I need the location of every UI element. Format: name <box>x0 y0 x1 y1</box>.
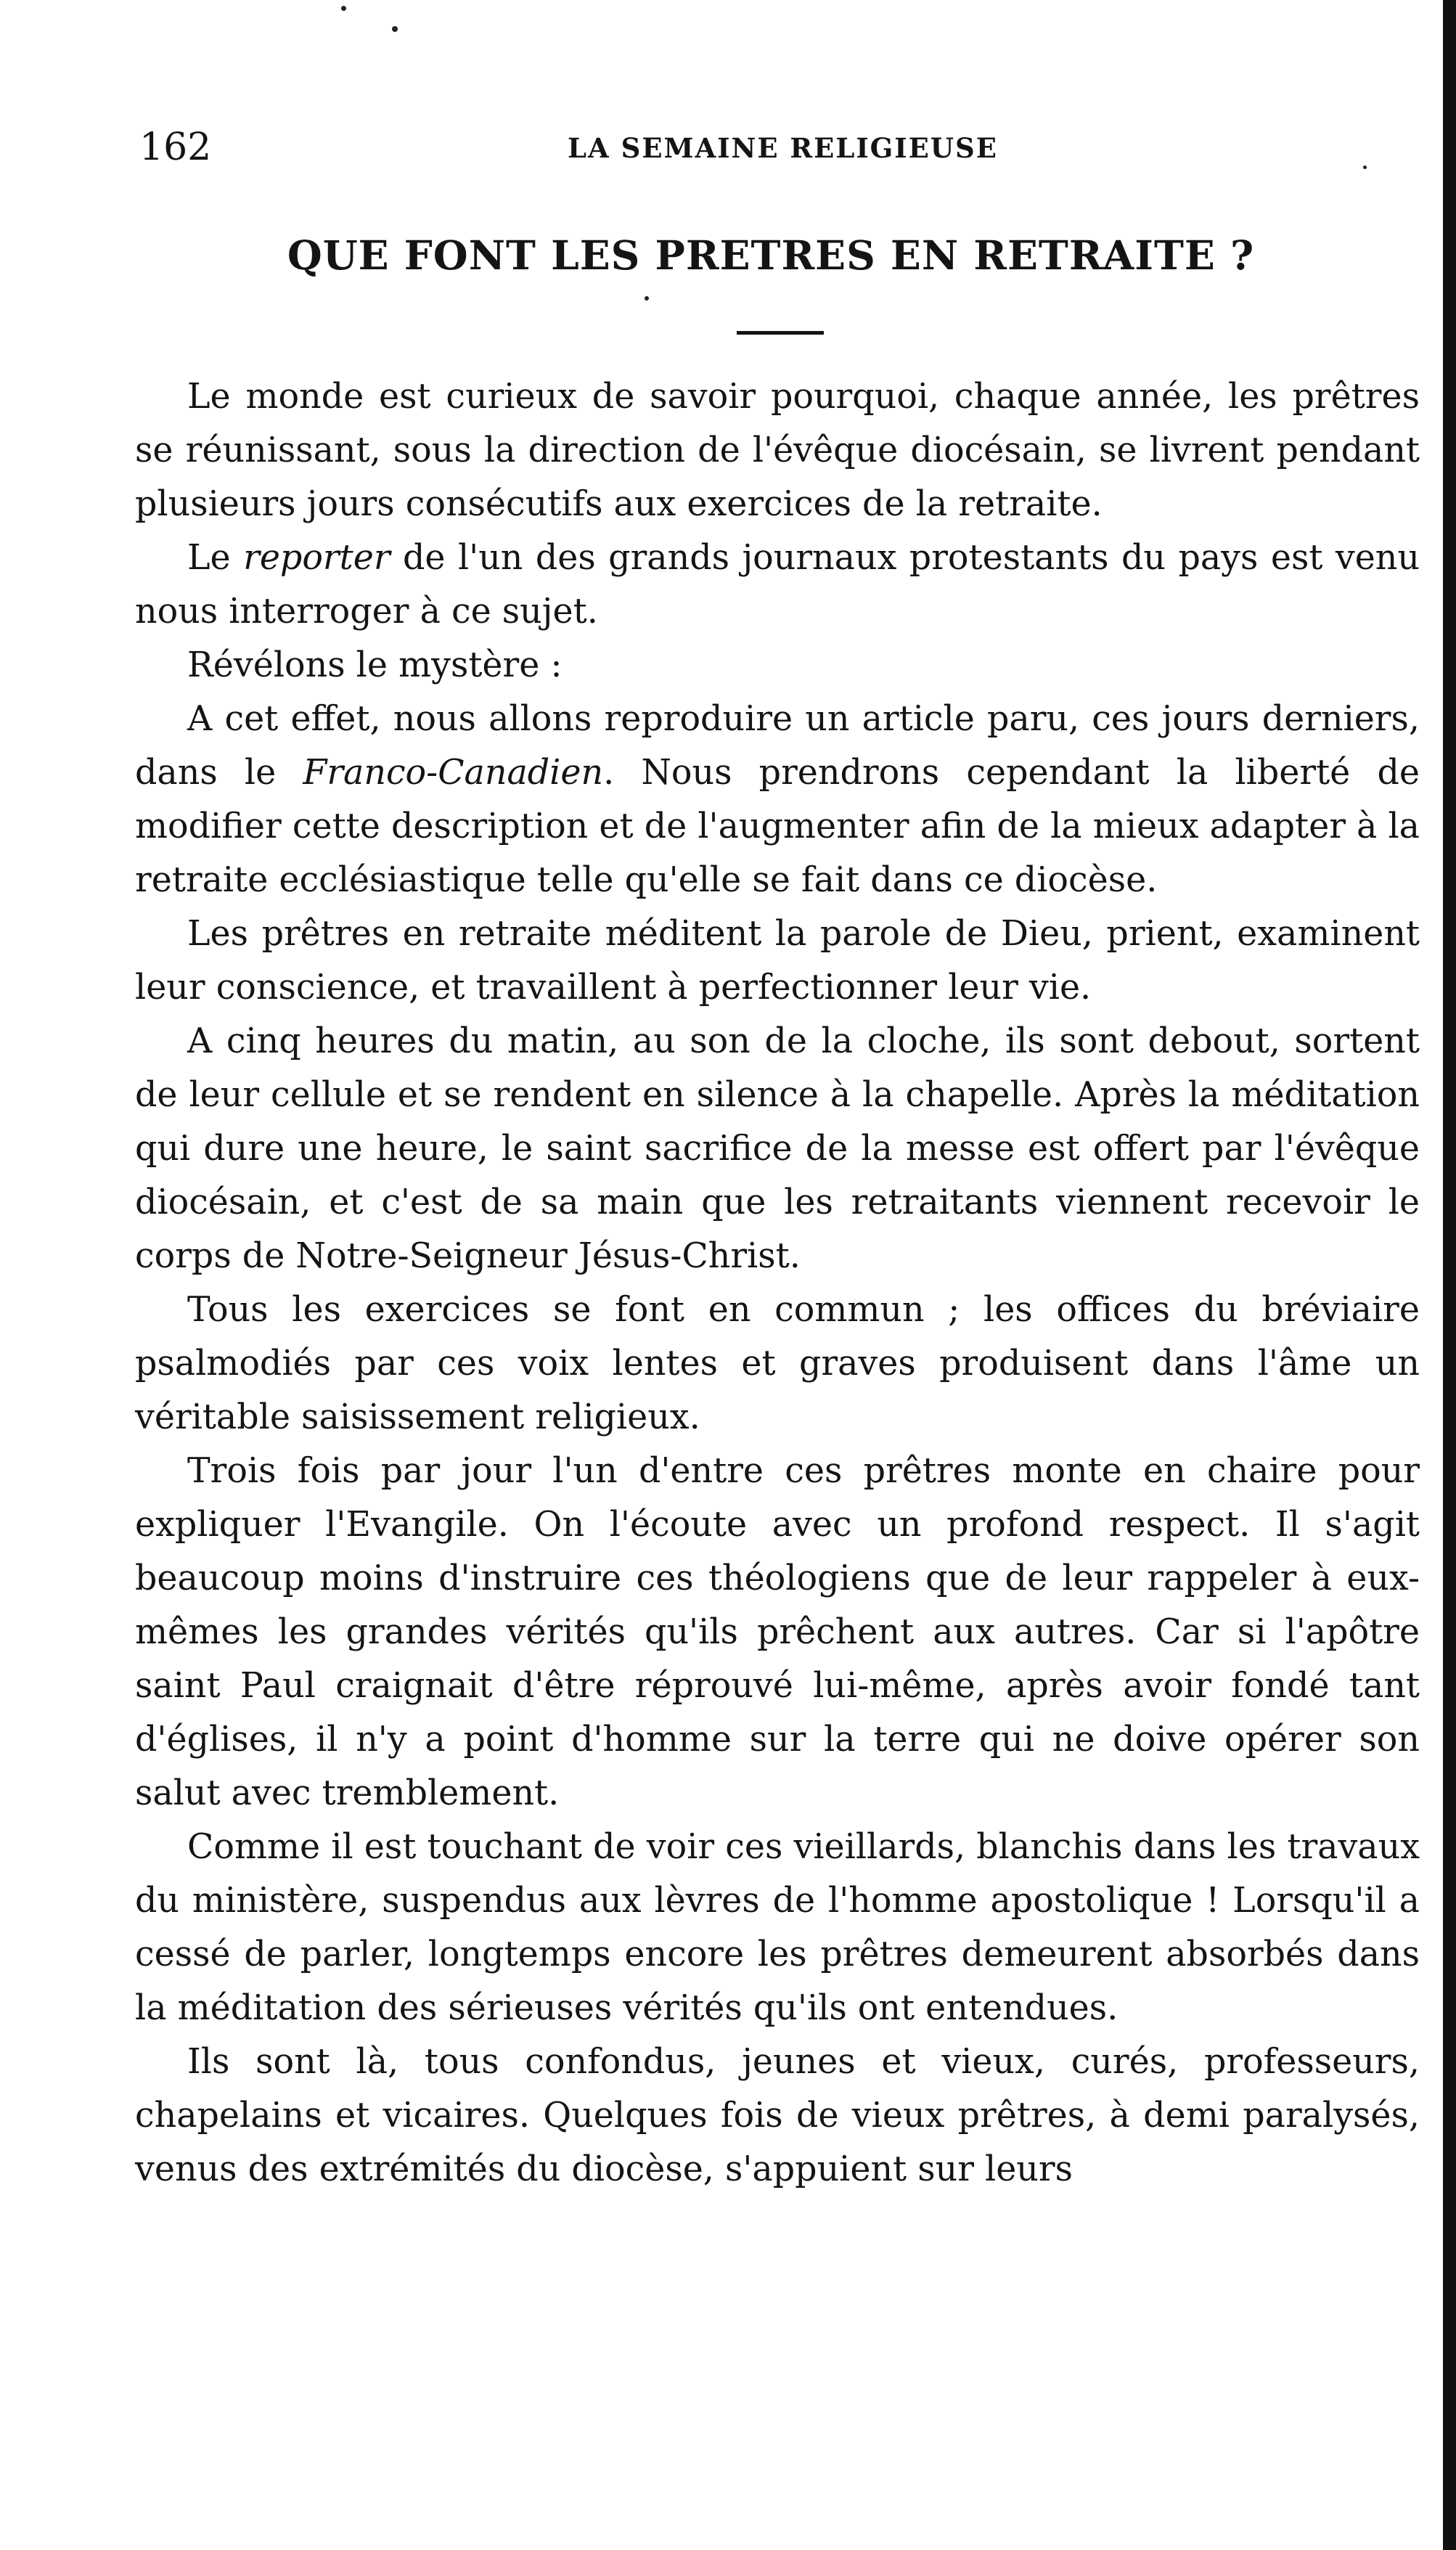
paragraph: A cet effet, nous allons reproduire un article paru, ces jours derniers, dans le Franco-Canadien. Nous prendrons cependant la liberté de modifier cette description et de l'augmenter afin de la mieux adapter à la retraite ecclésiastique telle qu'elle se fait dans ce diocèse. <box>135 699 1420 900</box>
paragraph: Révélons le mystère : <box>187 645 563 685</box>
paragraph: Le reporter de l'un des grands journaux protestants du pays est venu nous interroger à ce sujet. <box>135 538 1420 632</box>
italic-term: reporter <box>243 538 390 578</box>
scan-speck <box>341 6 346 11</box>
scan-edge <box>1443 0 1456 2550</box>
article-body <box>135 370 1420 2196</box>
running-head <box>139 122 1402 173</box>
paragraph: Le monde est curieux de savoir pourquoi, chaque année, les prêtres se réunissant, sous la direction de l'évêque diocésain, se livrent pendant plusieurs jours consécutifs aux exercices de la retraite. <box>135 377 1420 524</box>
page-number: 162 <box>139 126 212 169</box>
paragraph: Tous les exercices se font en commun ; les offices du bréviaire psalmodiés par ces voix lentes et graves produisent dans l'âme un véritable saisissement religieux. <box>135 1290 1420 1437</box>
scan-speck <box>392 26 398 32</box>
italic-term: Franco-Canadien <box>303 753 604 793</box>
article-title: QUE FONT LES PRETRES EN RETRAITE ? <box>287 232 1255 279</box>
paragraph: A cinq heures du matin, au son de la cloche, ils sont debout, sortent de leur cellule et se rendent en silence à la chapelle. Après la méditation qui dure une heure, le saint sacrifice de la messe est offert par l'évêque diocésain, et c'est de sa main que les retraitants viennent recevoir le corps de Notre-Seigneur Jésus-Christ. <box>135 1021 1420 1276</box>
paragraph: Les prêtres en retraite méditent la parole de Dieu, prient, examinent leur conscience, et travaillent à perfectionner leur vie. <box>135 914 1420 1008</box>
title-rule <box>737 331 824 335</box>
paragraph: Ils sont là, tous confondus, jeunes et vieux, curés, professeurs, chapelains et vicaires. Quelques fois de vieux prêtres, à demi paralysés, venus des extrémités du diocèse, s'appuient sur leurs <box>135 2042 1420 2189</box>
paragraph: Trois fois par jour l'un d'entre ces prêtres monte en chaire pour expliquer l'Evangile. On l'écoute avec un profond respect. Il s'agit beaucoup moins d'instruire ces théologiens que de leur rappeler à eux-mêmes les grandes vérités qu'ils prêchent aux autres. Car si l'apôtre saint Paul craignait d'être réprouvé lui-même, après avoir fondé tant d'églises, il n'y a point d'homme sur la terre qui ne doive opérer son salut avec tremblement. <box>135 1451 1420 1813</box>
scan-speck <box>645 296 649 301</box>
paragraph: Comme il est touchant de voir ces vieillards, blanchis dans les travaux du ministère, suspendus aux lèvres de l'homme apostolique ! Lorsqu'il a cessé de parler, longtemps encore les prêtres demeurent absorbés dans la méditation des sérieuses vérités qu'ils ont entendues. <box>135 1827 1420 2028</box>
journal-title: LA SEMAINE RELIGIEUSE <box>568 132 998 164</box>
